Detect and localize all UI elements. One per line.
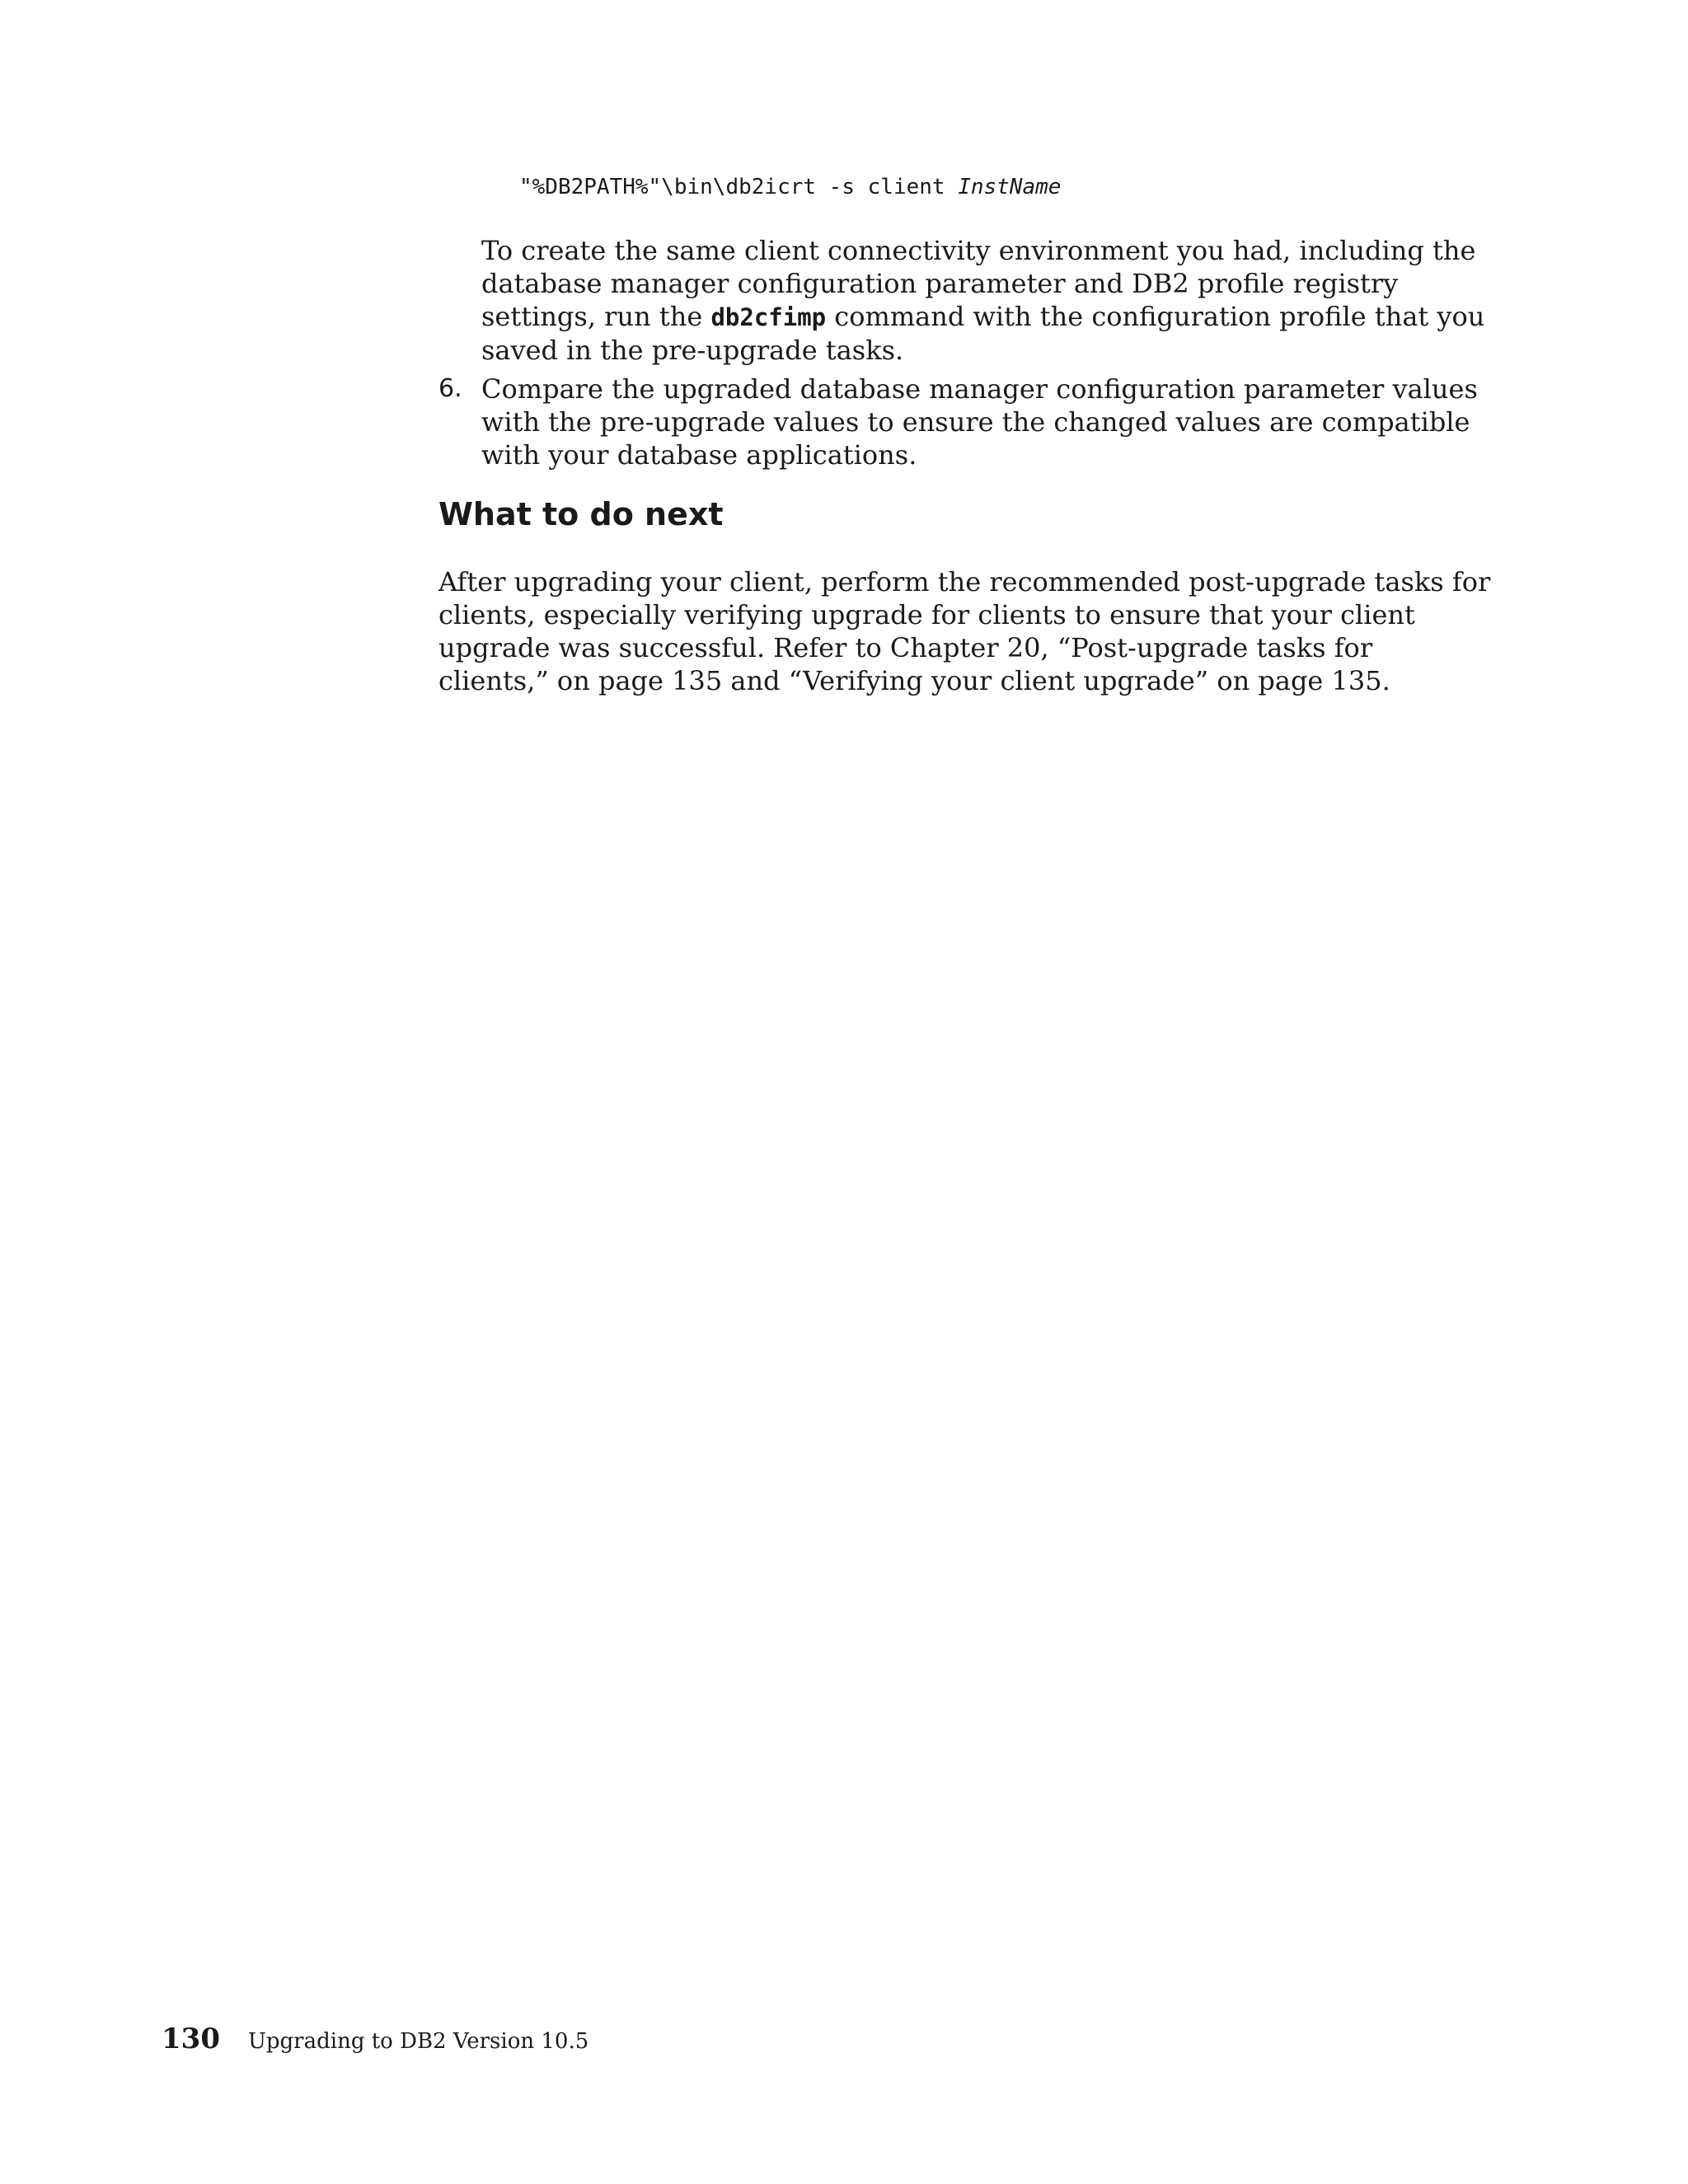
- paragraph-text-after: command with the configuration profile that you saved in the pre-upgrade tasks.: [481, 301, 1485, 366]
- command-example: [519, 172, 1061, 202]
- step-number: 6.: [438, 374, 462, 403]
- step-text: Compare the upgraded database manager configuration parameter values with the pre-upgrade values to ensure the changed values are compatible with your database applications.: [481, 373, 1478, 471]
- page-number: 130: [162, 2022, 220, 2055]
- command-text: "%DB2PATH%"\bin\db2icrt -s client: [519, 175, 959, 199]
- section-heading: What to do next: [438, 496, 724, 532]
- paragraph-text-before: To create the same client connectivity environment you had, including the database manager configuration parameter and DB2 profile registry settings, run the: [481, 235, 1476, 332]
- db2cfimp-command: db2cfimp: [710, 303, 827, 331]
- book-title: Upgrading to DB2 Version 10.5: [247, 2029, 589, 2054]
- page-footer: [162, 2022, 588, 2055]
- section-body: After upgrading your client, perform the recommended post-upgrade tasks for clients, especially verifying upgrade for clients to ensure that your client upgrade was successful. Refer to Chapter 20, “Post-upgrade tasks for clients,” on page 135 and “Verifying your client upgrade” on page 135.: [438, 566, 1491, 696]
- client-environment-paragraph: [481, 234, 1491, 367]
- command-parameter: InstName: [958, 175, 1062, 199]
